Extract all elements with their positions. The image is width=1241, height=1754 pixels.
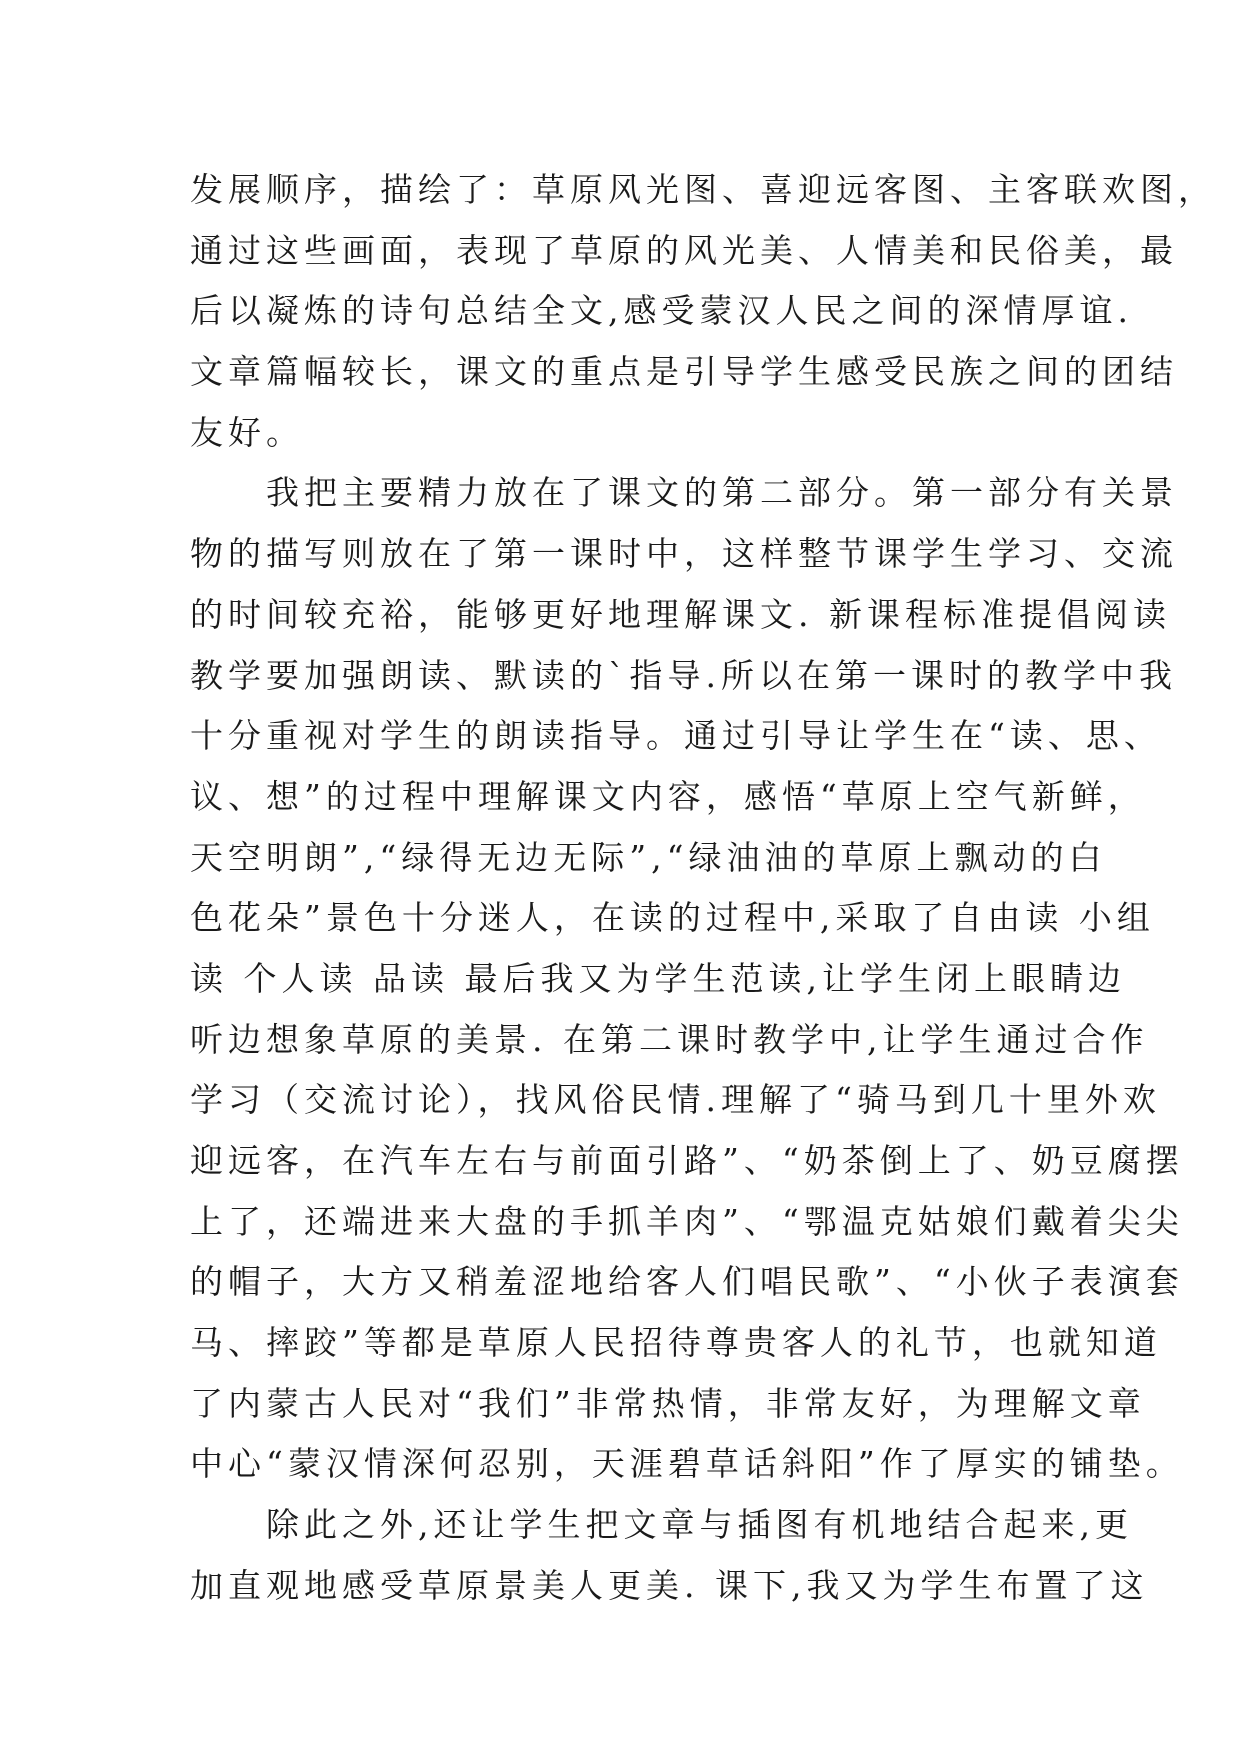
text-line: 后以凝炼的诗句总结全文,感受蒙汉人民之间的深情厚谊. xyxy=(190,291,1133,331)
text-line: 中心“蒙汉情深何忍别，天涯碧草话斜阳”作了厚实的铺垫。 xyxy=(190,1444,1184,1484)
text-line: 友好。 xyxy=(190,412,304,452)
text-line: 通过这些画面，表现了草原的风光美、人情美和民俗美，最 xyxy=(190,230,1178,270)
text-line: 听边想象草原的美景. 在第二课时教学中,让学生通过合作 xyxy=(190,1019,1149,1059)
text-line: 的时间较充裕，能够更好地理解课文. 新课程标准提倡阅读 xyxy=(190,594,1171,634)
text-line: 我把主要精力放在了课文的第二部分。第一部分有关景 xyxy=(190,473,1178,513)
text-line: 教学要加强朗读、默读的`指导.所以在第一课时的教学中我 xyxy=(190,655,1177,695)
text-line: 加直观地感受草原景美人更美. 课下,我又为学生布置了这 xyxy=(190,1565,1149,1605)
text-line: 物的描写则放在了第一课时中，这样整节课学生学习、交流 xyxy=(190,534,1178,574)
body-text xyxy=(190,160,1216,1617)
text-line: 了内蒙古人民对“我们”非常热情，非常友好，为理解文章 xyxy=(190,1383,1146,1423)
text-line: 文章篇幅较长，课文的重点是引导学生感受民族之间的团结 xyxy=(190,352,1178,392)
text-line: 迎远客，在汽车左右与前面引路”、“奶茶倒上了、奶豆腐摆 xyxy=(190,1141,1184,1180)
text-line: 的帽子，大方又稍羞涩地给客人们唱民歌”、“小伙子表演套 xyxy=(190,1262,1184,1302)
text-line: 读 个人读 品读 最后我又为学生范读,让学生闭上眼睛边 xyxy=(190,958,1126,998)
text-line: 除此之外,还让学生把文章与插图有机地结合起来,更 xyxy=(190,1505,1133,1545)
text-line: 发展顺序，描绘了：草原风光图、喜迎远客图、主客联欢图， xyxy=(190,170,1216,209)
text-line: 色花朵”景色十分迷人，在读的过程中,采取了自由读 小组 xyxy=(190,898,1155,938)
text-line: 十分重视对学生的朗读指导。通过引导让学生在“读、思、 xyxy=(190,716,1162,756)
text-line: 学习（交流讨论），找风俗民情.理解了“骑马到几十里外欢 xyxy=(190,1080,1161,1120)
text-line: 马、摔跤”等都是草原人民招待尊贵客人的礼节，也就知道 xyxy=(190,1323,1162,1363)
text-line: 天空明朗”,“绿得无边无际”,“绿油油的草原上飘动的白 xyxy=(190,837,1107,877)
text-line: 上了，还端进来大盘的手抓羊肉”、“鄂温克姑娘们戴着尖尖 xyxy=(190,1201,1184,1241)
text-line: 议、想”的过程中理解课文内容，感悟“草原上空气新鲜， xyxy=(190,776,1146,816)
